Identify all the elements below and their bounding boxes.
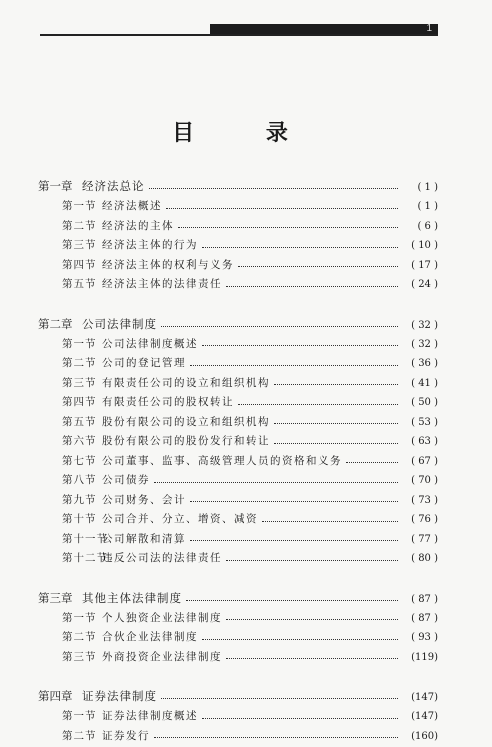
toc-section[interactable]: [38, 511, 438, 531]
dot-leader: [202, 246, 398, 248]
toc-chapter-number: 第一章: [38, 178, 82, 194]
toc-chapter-number: 第四章: [38, 688, 82, 704]
toc-section[interactable]: [38, 433, 438, 453]
toc-chapter[interactable]: [38, 178, 438, 198]
toc-section[interactable]: [38, 550, 438, 570]
toc-section-page: ( 77 ): [402, 534, 438, 545]
toc-section-number: 第五节: [62, 276, 102, 291]
toc-section-page: ( 63 ): [402, 436, 438, 447]
toc-section-page: (119): [402, 652, 438, 663]
chapter-gap: [38, 668, 438, 688]
toc-section-number: 第一节: [62, 610, 102, 625]
toc-section-label: 经济法的主体: [102, 218, 174, 233]
toc-section-number: 第十一节: [62, 531, 102, 546]
header-rule: [40, 34, 438, 36]
toc-section-page: ( 87 ): [402, 613, 438, 624]
dot-leader: [226, 657, 398, 659]
toc-chapter-page: ( 87 ): [402, 594, 438, 605]
dot-leader: [202, 638, 398, 640]
toc-section-number: 第十二节: [62, 550, 102, 565]
toc-section[interactable]: [38, 375, 438, 395]
dot-leader: [161, 325, 398, 327]
toc-section-page: ( 53 ): [402, 417, 438, 428]
toc-section-number: 第八节: [62, 472, 102, 487]
toc-section-label: 公司债券: [102, 472, 150, 487]
toc-section-page: ( 70 ): [402, 475, 438, 486]
toc-section-number: 第六节: [62, 433, 102, 448]
dot-leader: [274, 383, 398, 385]
toc-section[interactable]: [38, 649, 438, 669]
toc-section[interactable]: [38, 257, 438, 277]
toc-section-label: 公司法律制度概述: [102, 336, 198, 351]
toc-section[interactable]: [38, 629, 438, 649]
toc-section-number: 第三节: [62, 375, 102, 390]
toc-section-page: ( 10 ): [402, 240, 438, 251]
toc-section-number: 第四节: [62, 257, 102, 272]
toc-section-number: 第二节: [62, 728, 102, 743]
toc-section-page: ( 50 ): [402, 397, 438, 408]
dot-leader: [226, 618, 398, 620]
toc-section-label: 经济法主体的权利与义务: [102, 257, 234, 272]
toc-section-number: 第一节: [62, 708, 102, 723]
toc-section[interactable]: [38, 237, 438, 257]
toc-section-page: ( 32 ): [402, 339, 438, 350]
toc-chapter[interactable]: [38, 688, 438, 708]
dot-leader: [161, 697, 398, 699]
toc-section[interactable]: [38, 492, 438, 512]
toc-section-label: 证券法律制度概述: [102, 708, 198, 723]
toc-chapter-page: ( 32 ): [402, 320, 438, 331]
toc-section-label: 公司的登记管理: [102, 355, 186, 370]
toc-chapter-label: 公司法律制度: [82, 316, 157, 332]
toc-section-number: 第二节: [62, 355, 102, 370]
toc-section-page: ( 93 ): [402, 632, 438, 643]
dot-leader: [190, 539, 398, 541]
toc-section-page: ( 73 ): [402, 495, 438, 506]
dot-leader: [178, 226, 398, 228]
toc-section[interactable]: [38, 218, 438, 238]
toc-chapter-page: (147): [402, 692, 438, 703]
dot-leader: [202, 717, 398, 719]
toc-section-number: 第三节: [62, 649, 102, 664]
dot-leader: [154, 736, 398, 738]
toc-section-number: 第二节: [62, 629, 102, 644]
toc-section-label: 证券发行: [102, 728, 150, 743]
toc-section-page: (160): [402, 731, 438, 742]
toc-chapter[interactable]: [38, 316, 438, 336]
dot-leader: [186, 599, 398, 601]
toc-section[interactable]: [38, 531, 438, 551]
toc-chapter-label: 证券法律制度: [82, 688, 157, 704]
toc-section-page: (147): [402, 711, 438, 722]
toc-section-page: ( 6 ): [402, 221, 438, 232]
dot-leader: [166, 207, 398, 209]
toc-section-page: ( 76 ): [402, 514, 438, 525]
toc-section[interactable]: [38, 708, 438, 728]
toc-chapter-page: ( 1 ): [402, 182, 438, 193]
toc-section-page: ( 80 ): [402, 553, 438, 564]
toc-section-number: 第十节: [62, 511, 102, 526]
toc-section[interactable]: [38, 728, 438, 747]
toc-section-label: 公司解散和清算: [102, 531, 186, 546]
toc-section-page: ( 41 ): [402, 378, 438, 389]
toc-section-number: 第四节: [62, 394, 102, 409]
dot-leader: [274, 442, 398, 444]
chapter-gap: [38, 570, 438, 590]
toc-section[interactable]: [38, 453, 438, 473]
toc-section-label: 公司财务、会计: [102, 492, 186, 507]
toc-section-label: 个人独资企业法律制度: [102, 610, 222, 625]
toc-section-page: ( 67 ): [402, 456, 438, 467]
dot-leader: [149, 187, 399, 189]
dot-leader: [226, 285, 398, 287]
toc-section-number: 第一节: [62, 198, 102, 213]
toc-section-number: 第二节: [62, 218, 102, 233]
dot-leader: [190, 364, 398, 366]
toc-section[interactable]: [38, 414, 438, 434]
toc-section-page: ( 1 ): [402, 201, 438, 212]
toc-chapter-number: 第三章: [38, 590, 82, 606]
toc-section[interactable]: [38, 198, 438, 218]
toc-section-label: 公司合并、分立、增资、减资: [102, 511, 258, 526]
toc-section-number: 第七节: [62, 453, 102, 468]
dot-leader: [154, 481, 398, 483]
table-of-contents: [38, 178, 438, 747]
dot-leader: [346, 461, 398, 463]
toc-section-label: 股份有限公司的设立和组织机构: [102, 414, 270, 429]
toc-section-page: ( 17 ): [402, 260, 438, 271]
dot-leader: [274, 422, 398, 424]
dot-leader: [238, 265, 398, 267]
toc-section-page: ( 24 ): [402, 279, 438, 290]
toc-chapter-label: 经济法总论: [82, 178, 145, 194]
page-title: 目 录: [0, 116, 492, 147]
toc-section-label: 有限责任公司的设立和组织机构: [102, 375, 270, 390]
toc-section-label: 经济法概述: [102, 198, 162, 213]
toc-section-label: 违反公司法的法律责任: [102, 550, 222, 565]
toc-section-number: 第三节: [62, 237, 102, 252]
dot-leader: [190, 500, 398, 502]
toc-section-number: 第九节: [62, 492, 102, 507]
toc-section-label: 外商投资企业法律制度: [102, 649, 222, 664]
dot-leader: [202, 344, 398, 346]
toc-section[interactable]: [38, 394, 438, 414]
dot-leader: [226, 559, 398, 561]
toc-section-label: 有限责任公司的股权转让: [102, 394, 234, 409]
toc-section-label: 股份有限公司的股份发行和转让: [102, 433, 270, 448]
dot-leader: [238, 403, 398, 405]
toc-section[interactable]: [38, 355, 438, 375]
toc-section-label: 公司董事、监事、高级管理人员的资格和义务: [102, 453, 342, 468]
toc-section[interactable]: [38, 472, 438, 492]
chapter-gap: [38, 296, 438, 316]
toc-section[interactable]: [38, 336, 438, 356]
toc-chapter[interactable]: [38, 590, 438, 610]
toc-section-label: 经济法主体的行为: [102, 237, 198, 252]
toc-section-page: ( 36 ): [402, 358, 438, 369]
toc-chapter-number: 第二章: [38, 316, 82, 332]
toc-section[interactable]: [38, 610, 438, 630]
toc-section-number: 第一节: [62, 336, 102, 351]
toc-section-label: 合伙企业法律制度: [102, 629, 198, 644]
toc-section-number: 第五节: [62, 414, 102, 429]
dot-leader: [262, 520, 398, 522]
header-page-mark: 1: [426, 23, 432, 34]
toc-section[interactable]: [38, 276, 438, 296]
toc-section-label: 经济法主体的法律责任: [102, 276, 222, 291]
toc-chapter-label: 其他主体法律制度: [82, 590, 182, 606]
